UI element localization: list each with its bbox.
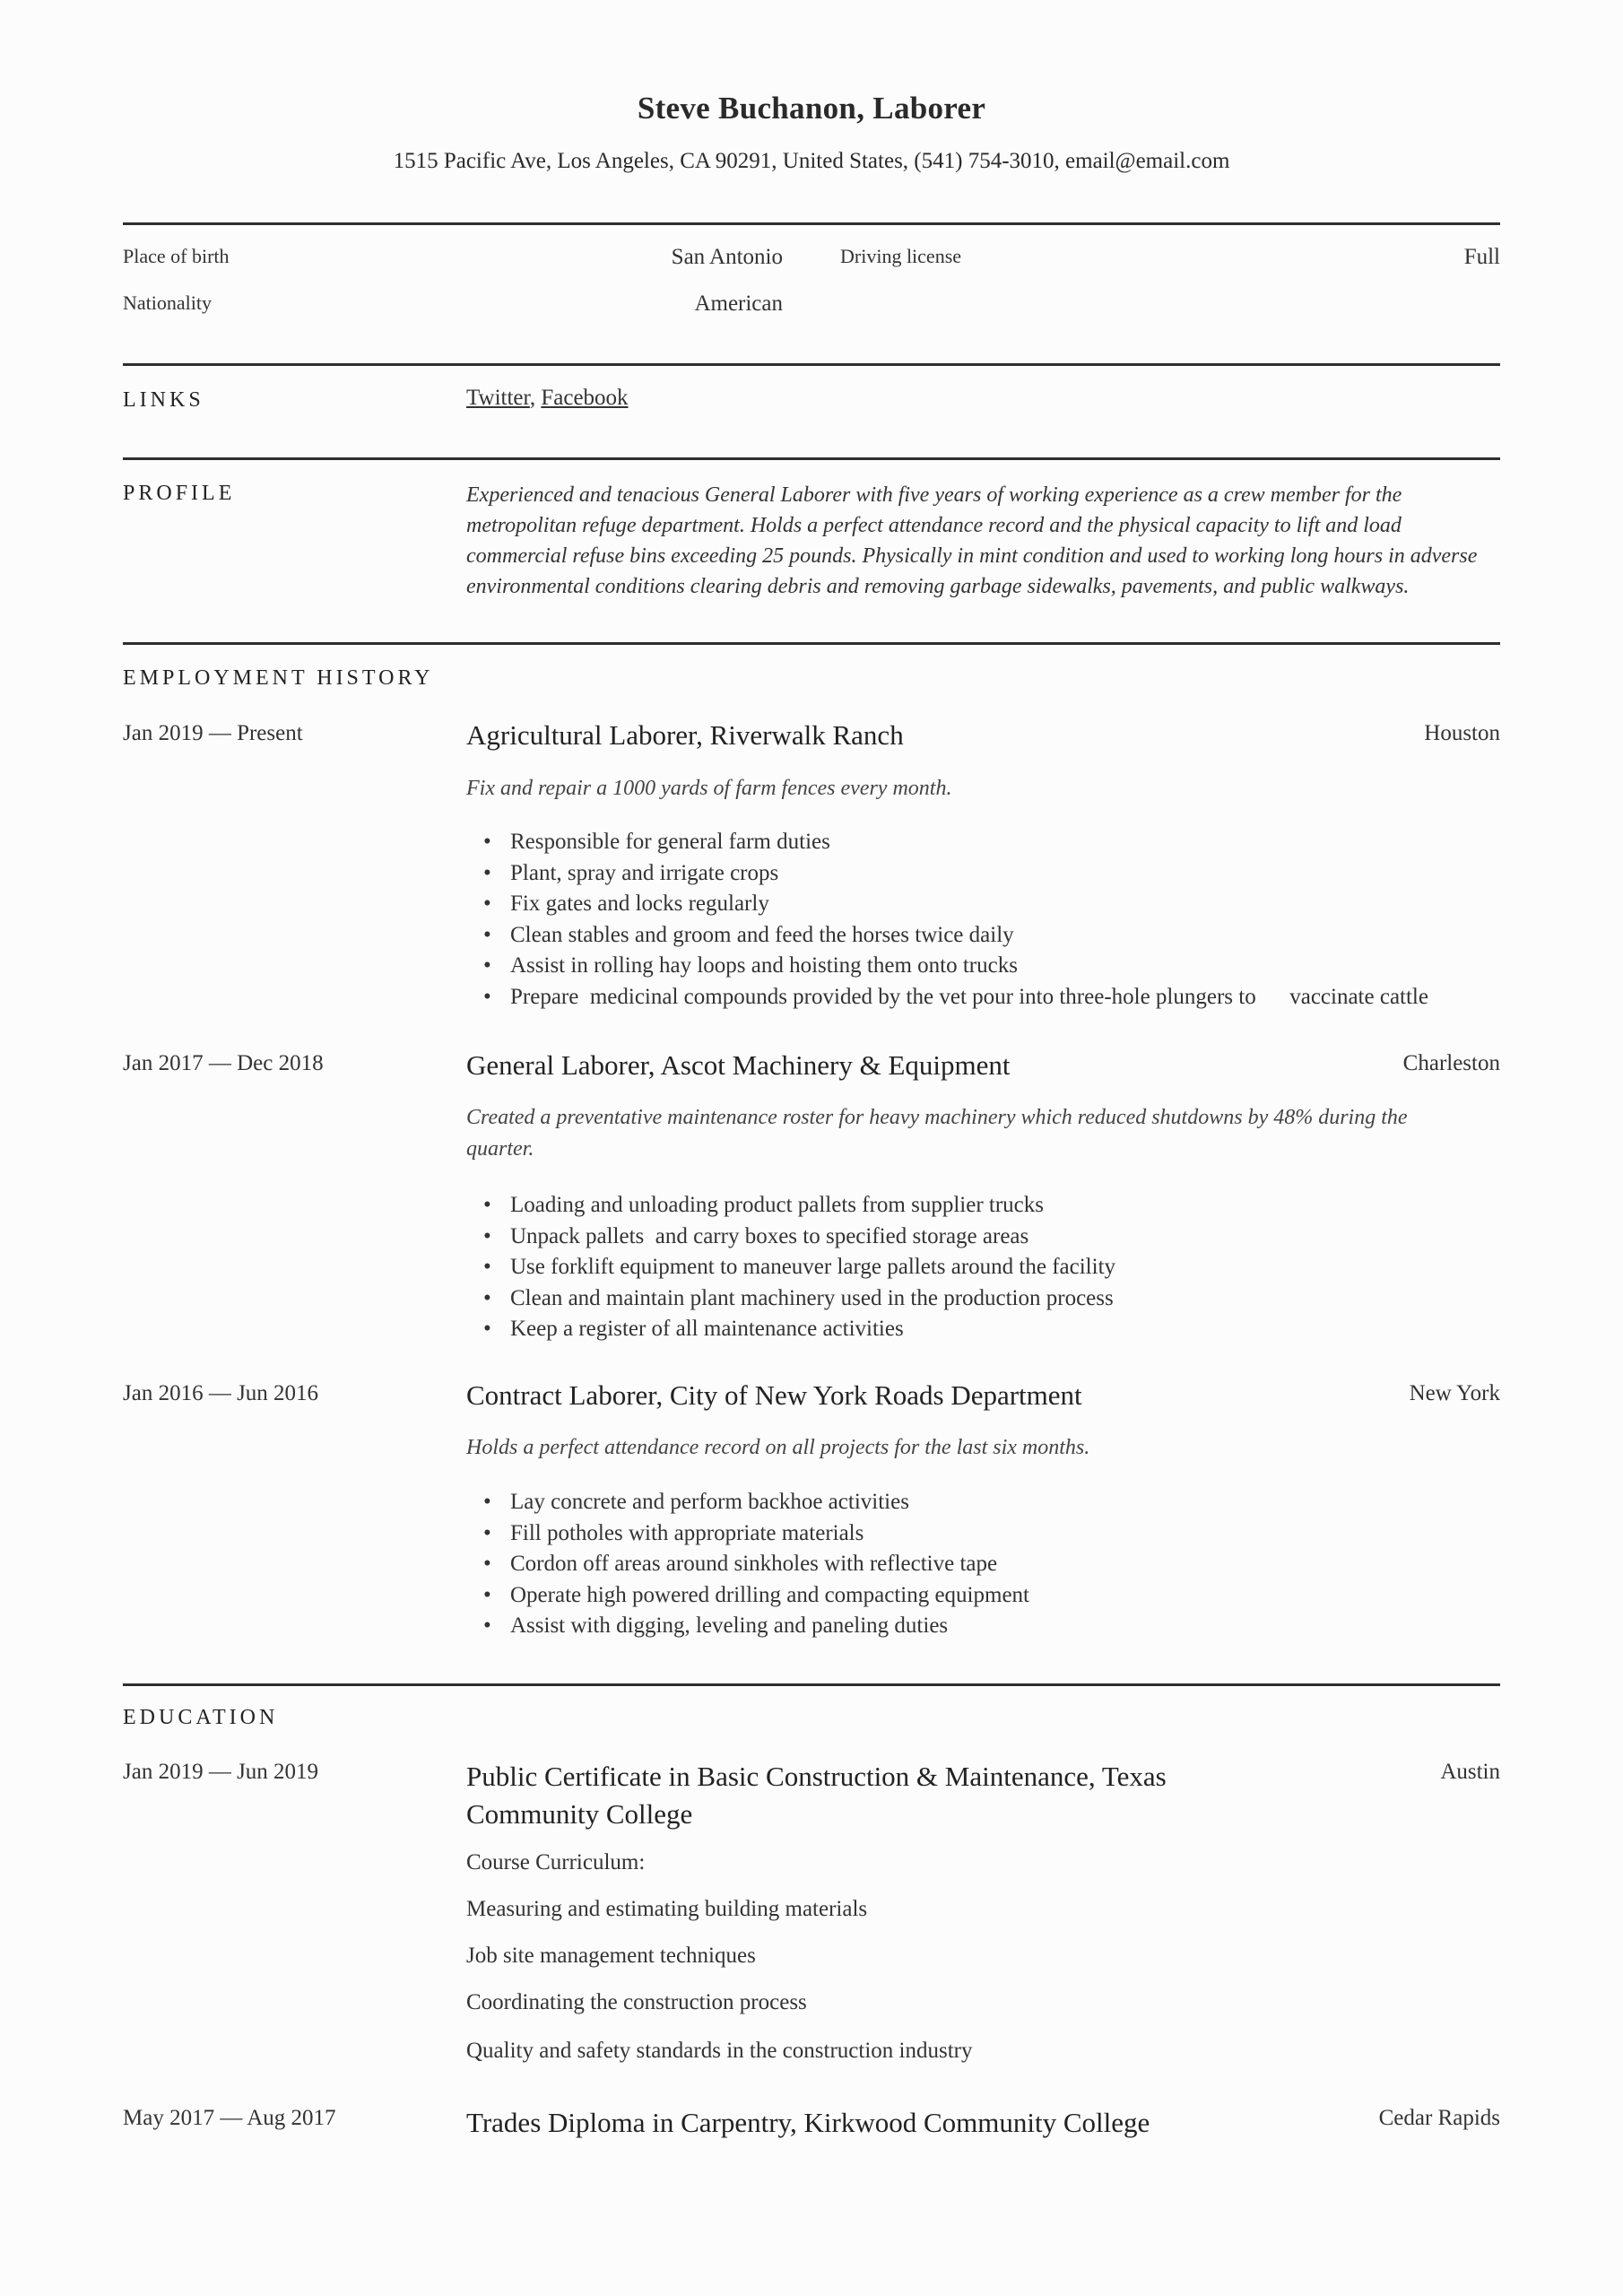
list-item: • Unpack pallets and carry boxes to specified storage areas <box>466 1222 1497 1253</box>
twitter-link[interactable]: Twitter <box>466 386 530 410</box>
job-title: Agricultural Laborer, Riverwalk Ranch <box>466 719 904 751</box>
facebook-link[interactable]: Facebook <box>541 386 629 410</box>
resume-name: Steve Buchanon, Laborer <box>637 91 986 126</box>
job-city: Houston <box>1424 721 1500 745</box>
list-item: • Fill potholes with appropriate materials <box>466 1518 1497 1550</box>
job-title: Contract Laborer, City of New York Roads Department <box>466 1379 1082 1411</box>
nationality-label: Nationality <box>123 291 212 314</box>
education-title: Trades Diploma in Carpentry, Kirkwood Community College <box>466 2107 1150 2138</box>
divider <box>123 457 1500 460</box>
job-duties-list <box>466 827 1497 1013</box>
education-title: Public Certificate in Basic Construction & Maintenance, Texas Community College <box>466 1761 1167 1830</box>
education-city: Cedar Rapids <box>1378 2106 1500 2130</box>
list-item: • Assist in rolling hay loops and hoisting them onto trucks <box>466 951 1497 982</box>
job-summary: Fix and repair a 1000 yards of farm fences every month. <box>466 777 952 800</box>
job-dates: Jan 2017 — Dec 2018 <box>123 1051 324 1075</box>
list-item: • Prepare medicinal compounds provided by the vet pour into three-hole plungers to vaccinate cattle <box>466 982 1497 1013</box>
job-title: General Laborer, Ascot Machinery & Equipment <box>466 1049 1011 1081</box>
list-item: • Loading and unloading product pallets from supplier trucks <box>466 1190 1497 1222</box>
list-item: • Use forklift equipment to maneuver large pallets around the facility <box>466 1252 1497 1283</box>
nationality-value: American <box>694 291 783 316</box>
job-duties-list <box>466 1487 1497 1642</box>
list-item: • Operate high powered drilling and compacting equipment <box>466 1580 1497 1612</box>
links-list <box>466 386 629 411</box>
job-summary: Created a preventative maintenance roster for heavy machinery which reduced shutdowns by 48% during the quarter. <box>466 1106 1408 1161</box>
driving-license-label: Driving license <box>840 245 962 267</box>
driving-license-value: Full <box>1463 245 1500 269</box>
divider <box>123 1683 1500 1686</box>
divider <box>123 363 1500 366</box>
list-item: • Responsible for general farm duties <box>466 827 1497 858</box>
list-item: • Cordon off areas around sinkholes with reflective tape <box>466 1549 1497 1580</box>
contact-line: 1515 Pacific Ave, Los Angeles, CA 90291, United States, (541) 754-3010, email@email.com <box>393 149 1230 173</box>
job-dates: Jan 2019 — Present <box>123 721 303 745</box>
links-section-title: LINKS <box>123 388 204 412</box>
education-section-title: EDUCATION <box>123 1706 279 1729</box>
education-dates: May 2017 — Aug 2017 <box>123 2106 336 2130</box>
profile-section-title: PROFILE <box>123 482 236 505</box>
list-item: • Keep a register of all maintenance activities <box>466 1314 1497 1345</box>
place-of-birth-value: San Antonio <box>671 245 783 269</box>
education-detail-line: Measuring and estimating building materials <box>466 1897 868 1921</box>
list-item: • Clean and maintain plant machinery used in the production process <box>466 1283 1497 1315</box>
employment-section-title: EMPLOYMENT HISTORY <box>123 666 434 690</box>
list-item: • Plant, spray and irrigate crops <box>466 858 1497 890</box>
place-of-birth-label: Place of birth <box>123 245 230 267</box>
profile-text: Experienced and tenacious General Laborer with five years of working experience as a crew member for the metropolitan refuge department. Holds a perfect attendance record and the physical capacity to lift and load commercial refuse bins exceeding 25 pounds. Physically in mint condition and used to working long hours in adverse environmental conditions clearing debris and removing garbage sidewalks, pavements, and public walkways. <box>466 483 1478 598</box>
list-item: • Assist with digging, leveling and paneling duties <box>466 1611 1497 1642</box>
job-duties-list <box>466 1190 1497 1345</box>
links-separator: , <box>529 386 536 410</box>
education-dates: Jan 2019 — Jun 2019 <box>123 1760 319 1784</box>
job-city: Charleston <box>1402 1051 1500 1075</box>
education-detail-line: Quality and safety standards in the construction industry <box>466 2039 973 2063</box>
divider <box>123 642 1500 645</box>
job-summary: Holds a perfect attendance record on all projects for the last six months. <box>466 1436 1090 1459</box>
divider <box>123 222 1500 225</box>
list-item: • Lay concrete and perform backhoe activities <box>466 1487 1497 1518</box>
list-item: • Clean stables and groom and feed the horses twice daily <box>466 920 1497 952</box>
education-city: Austin <box>1440 1760 1500 1784</box>
job-dates: Jan 2016 — Jun 2016 <box>123 1381 319 1405</box>
education-detail-line: Job site management techniques <box>466 1944 756 1968</box>
job-city: New York <box>1409 1381 1500 1405</box>
education-detail-line: Coordinating the construction process <box>466 1990 807 2014</box>
list-item: • Fix gates and locks regularly <box>466 889 1497 920</box>
education-detail-line: Course Curriculum: <box>466 1850 646 1874</box>
